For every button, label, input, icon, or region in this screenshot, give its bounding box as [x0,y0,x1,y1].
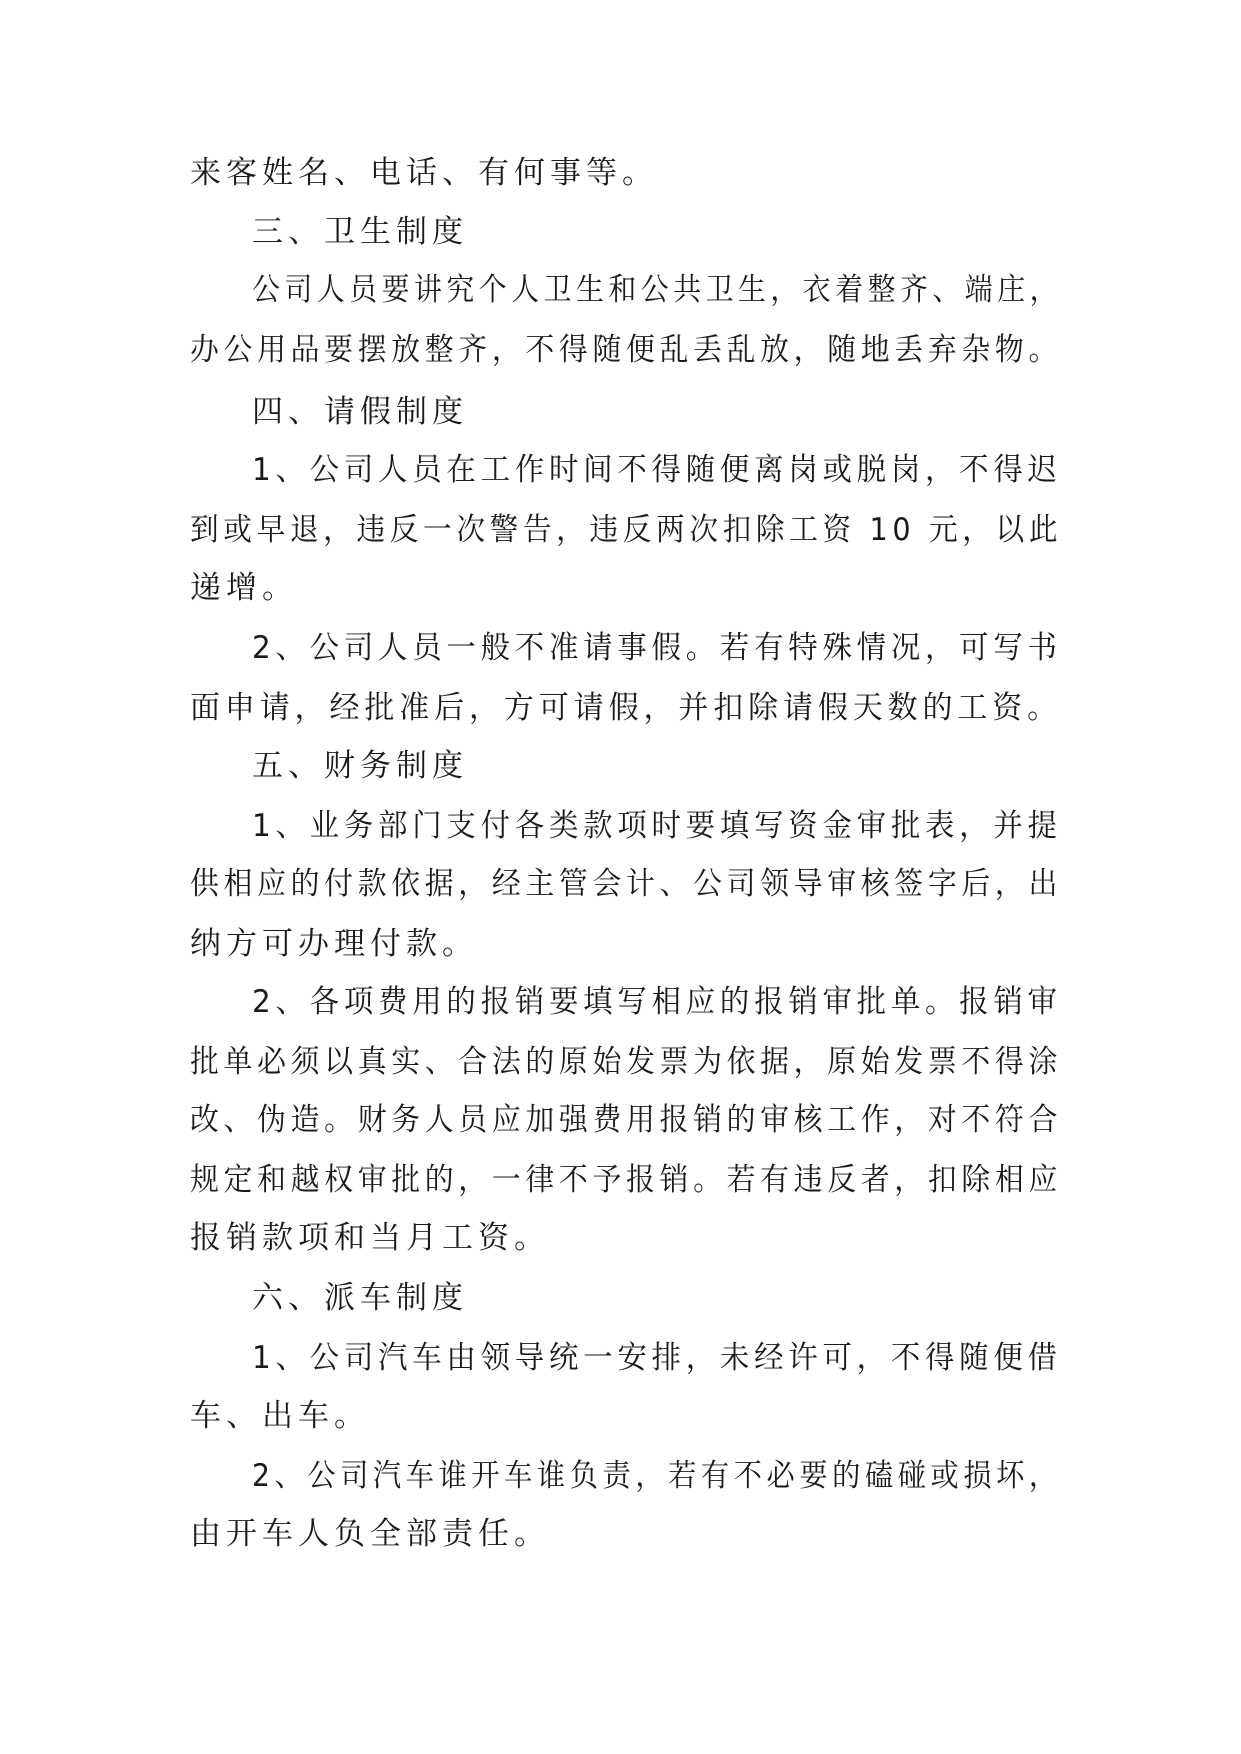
text-line: 纳方可办理付款。 [190,926,478,962]
section-heading: 四、请假制度 [252,394,468,430]
text-line: 公司人员要讲究个人卫生和公共卫生，衣着整齐、端庄， [252,272,1062,308]
text-line: 批单必须以真实、合法的原始发票为依据，原始发票不得涂 [190,1044,1062,1080]
section-heading: 五、财务制度 [252,748,468,784]
text-line: 改、伪造。财务人员应加强费用报销的审核工作，对不符合 [190,1102,1062,1138]
text-line: 面申请，经批准后，方可请假，并扣除请假天数的工资。 [190,690,1063,726]
text-line: 供相应的付款依据，经主管会计、公司领导审核签字后，出 [190,866,1062,902]
text-line: 由开车人负全部责任。 [190,1516,550,1552]
text-line: 办公用品要摆放整齐，不得随便乱丢乱放，随地丢弃杂物。 [190,332,1062,368]
text-line: 到或早退，违反一次警告，违反两次扣除工资 10 元，以此 [190,512,1063,548]
text-line: 2、各项费用的报销要填写相应的报销审批单。报销审 [252,984,1062,1020]
section-heading: 六、派车制度 [252,1280,468,1316]
text-line: 来客姓名、电话、有何事等。 [190,155,658,191]
text-line: 2、公司人员一般不准请事假。若有特殊情况，可写书 [252,630,1062,666]
text-line: 2、公司汽车谁开车谁负责，若有不必要的磕碰或损坏， [252,1458,1062,1494]
section-heading: 三、卫生制度 [252,214,468,250]
text-line: 报销款项和当月工资。 [190,1220,550,1256]
text-line: 规定和越权审批的，一律不予报销。若有违反者，扣除相应 [190,1162,1062,1198]
text-line: 车、出车。 [190,1398,370,1434]
text-line: 1、业务部门支付各类款项时要填写资金审批表，并提 [252,808,1062,844]
text-line: 递增。 [190,570,298,606]
text-line: 1、公司人员在工作时间不得随便离岗或脱岗，不得迟 [252,452,1062,488]
text-line: 1、公司汽车由领导统一安排，未经许可，不得随便借 [252,1340,1062,1376]
